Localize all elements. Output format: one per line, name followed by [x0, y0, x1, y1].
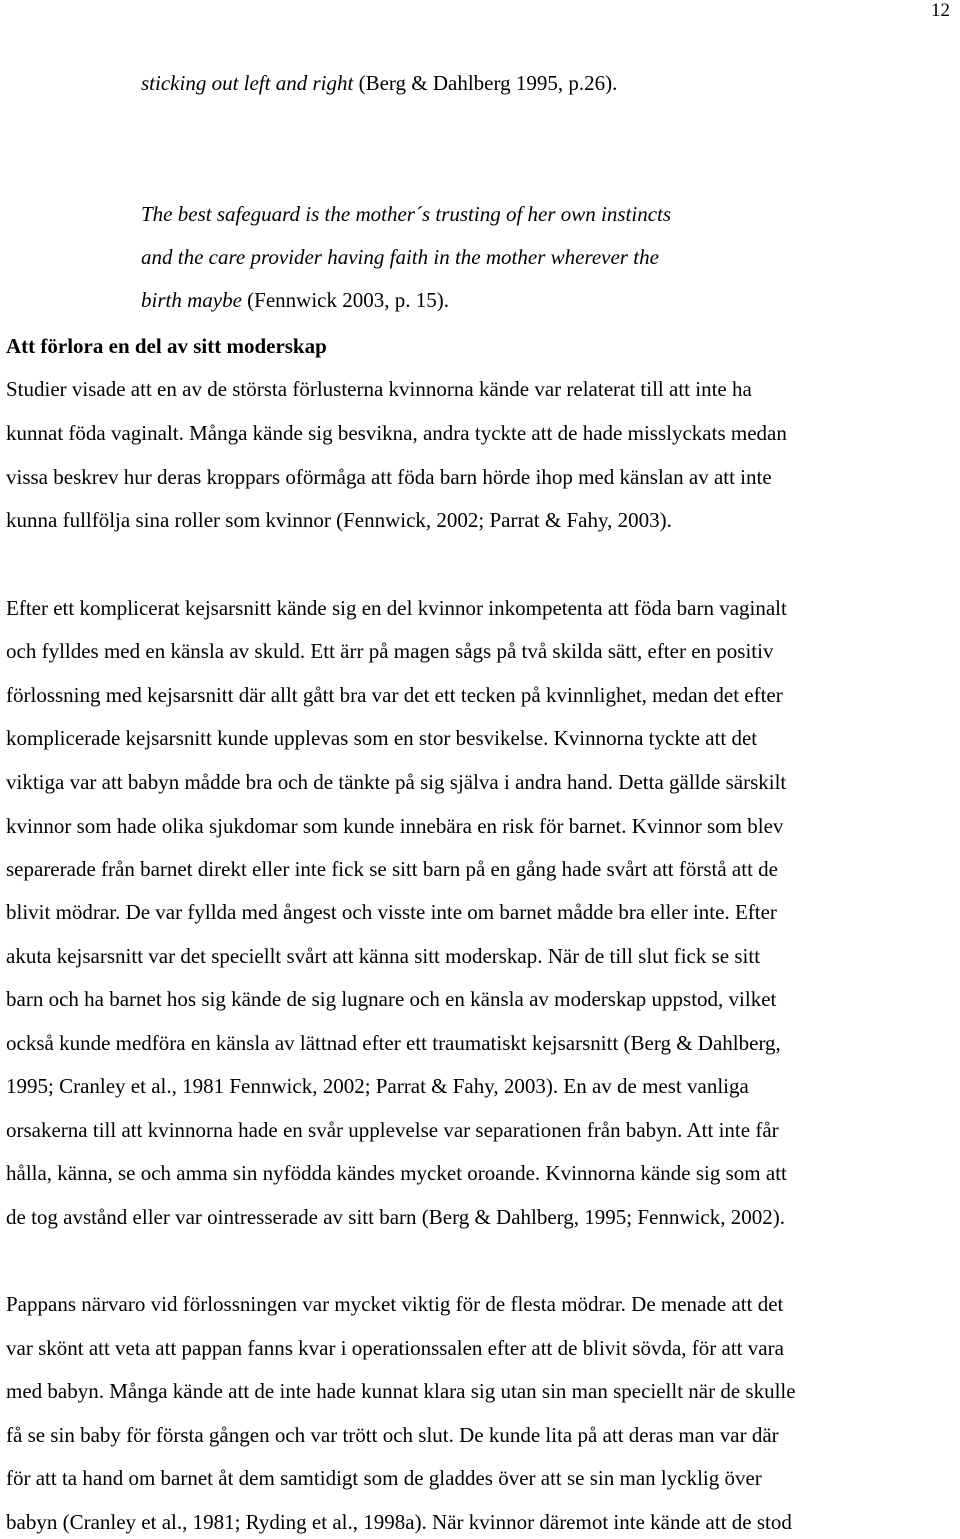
paragraph-line: babyn (Cranley et al., 1981; Ryding et al., 1998a). När kvinnor däremot inte kände att de stod	[6, 1510, 792, 1534]
paragraph-line: orsakerna till att kvinnorna hade en svår upplevelse var separationen från babyn. Att inte får	[6, 1118, 779, 1142]
quote-citation: (Fennwick 2003, p. 15).	[241, 288, 449, 312]
block-quote-1	[141, 70, 617, 96]
paragraph-line: akuta kejsarsnitt var det speciellt svårt att känna sitt moderskap. När de till slut fick se sitt	[6, 944, 761, 968]
paragraph-line: förlossning med kejsarsnitt där allt gått bra var det ett tecken på kvinnlighet, medan det efter	[6, 683, 783, 707]
paragraph-line: hålla, känna, se och amma sin nyfödda kändes mycket oroande. Kvinnorna kände sig som att	[6, 1161, 787, 1185]
paragraph-line: blivit mödrar. De var fyllda med ångest och visste inte om barnet mådde bra eller inte. Efter	[6, 900, 777, 924]
paragraph-line: också kunde medföra en känsla av lättnad efter ett traumatiskt kejsarsnitt (Berg & Dahlberg,	[6, 1031, 781, 1055]
paragraph-line: kunnat föda vaginalt. Många kände sig besvikna, andra tyckte att de hade misslyckats medan	[6, 421, 787, 445]
paragraph-line: 1995; Cranley et al., 1981 Fennwick, 2002; Parrat & Fahy, 2003). En av de mest vanliga	[6, 1074, 749, 1098]
paragraph-line: och fylldes med en känsla av skuld. Ett ärr på magen sågs på två skilda sätt, efter en positiv	[6, 639, 774, 663]
quote-citation: (Berg & Dahlberg 1995, p.26).	[353, 71, 618, 95]
page-number: 12	[931, 0, 950, 21]
paragraph-line: Efter ett komplicerat kejsarsnitt kände sig en del kvinnor inkompetenta att föda barn vaginalt	[6, 596, 787, 620]
paragraph-line: Pappans närvaro vid förlossningen var mycket viktig för de flesta mödrar. De menade att det	[6, 1292, 784, 1316]
section-heading: Att förlora en del av sitt moderskap	[6, 334, 327, 358]
paragraph-line: barn och ha barnet hos sig kände de sig lugnare och en känsla av moderskap uppstod, vilket	[6, 987, 777, 1011]
paragraph-line: vissa beskrev hur deras kroppars oförmåga att föda barn hörde ihop med känslan av att inte	[6, 465, 772, 489]
paragraph-line: komplicerade kejsarsnitt kunde upplevas som en stor besvikelse. Kvinnorna tyckte att det	[6, 726, 758, 750]
paragraph-line: separerade från barnet direkt eller inte fick se sitt barn på en gång hade svårt att förstå att de	[6, 857, 778, 881]
paragraph-line: de tog avstånd eller var ointresserade av sitt barn (Berg & Dahlberg, 1995; Fennwick, 2002).	[6, 1205, 785, 1229]
block-quote-2-line	[141, 287, 449, 313]
quote-text: sticking out left and right	[141, 71, 354, 95]
paragraph-line: för att ta hand om barnet åt dem samtidigt som de gladdes över att se sin man lycklig över	[6, 1466, 762, 1490]
block-quote-2-line: and the care provider having faith in the mother wherever the	[141, 245, 659, 269]
paragraph-line: få se sin baby för första gången och var trött och slut. De kunde lita på att deras man var där	[6, 1423, 779, 1447]
paragraph-line: Studier visade att en av de största förlusterna kvinnorna kände var relaterat till att inte ha	[6, 377, 752, 401]
paragraph-line: var skönt att veta att pappan fanns kvar i operationssalen efter att de blivit sövda, för att vara	[6, 1336, 784, 1360]
block-quote-2-line: The best safeguard is the mother´s trusting of her own instincts	[141, 202, 672, 226]
paragraph-line: kvinnor som hade olika sjukdomar som kunde innebära en risk för barnet. Kvinnor som blev	[6, 814, 784, 838]
paragraph-line: kunna fullfölja sina roller som kvinnor (Fennwick, 2002; Parrat & Fahy, 2003).	[6, 508, 672, 532]
paragraph-line: med babyn. Många kände att de inte hade kunnat klara sig utan sin man speciellt när de skulle	[6, 1379, 796, 1403]
quote-text: birth maybe	[141, 288, 242, 312]
paragraph-line: viktiga var att babyn mådde bra och de tänkte på sig själva i andra hand. Detta gällde särskilt	[6, 770, 787, 794]
